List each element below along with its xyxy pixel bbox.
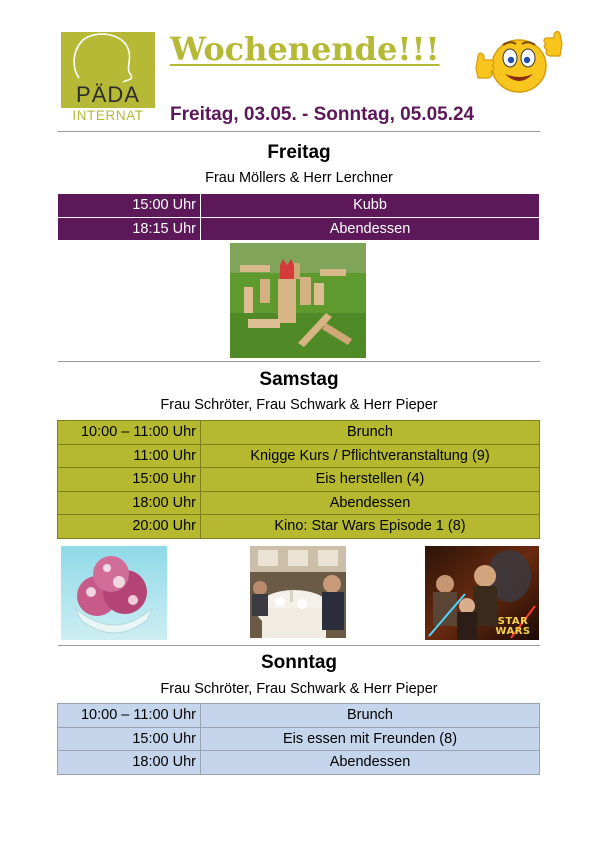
- time-cell: 18:00 Uhr: [58, 751, 201, 775]
- thumbs-up-smiley-icon: [470, 28, 568, 96]
- staff-friday: Frau Möllers & Herr Lerchner: [205, 170, 393, 186]
- divider: [58, 361, 540, 362]
- activity-cell: Abendessen: [201, 491, 540, 515]
- time-cell: 20:00 Uhr: [58, 515, 201, 539]
- schedule-table-saturday: [57, 420, 540, 539]
- table-row: [58, 704, 540, 728]
- ice-cream-photo: [61, 546, 167, 640]
- divider: [58, 645, 540, 646]
- activity-cell: Kino: Star Wars Episode 1 (8): [201, 515, 540, 539]
- day-heading-sunday: Sonntag: [261, 652, 337, 673]
- schedule-table-sunday: [57, 703, 540, 775]
- table-row: [58, 491, 540, 515]
- day-heading-saturday: Samstag: [259, 369, 339, 390]
- day-heading-friday: Freitag: [267, 142, 331, 163]
- time-cell: 15:00 Uhr: [58, 194, 201, 218]
- table-row: [58, 194, 540, 218]
- activity-cell: Brunch: [201, 421, 540, 445]
- activity-cell: Abendessen: [201, 751, 540, 775]
- activity-cell: Brunch: [201, 704, 540, 728]
- logo-text-paeda: PÄDA: [76, 82, 140, 107]
- kubb-photo: [230, 243, 366, 358]
- table-row: [58, 217, 540, 241]
- activity-cell: Eis herstellen (4): [201, 468, 540, 492]
- staff-saturday: Frau Schröter, Frau Schwark & Herr Pieper: [160, 397, 438, 413]
- activity-cell: Abendessen: [201, 217, 540, 241]
- table-row: [58, 444, 540, 468]
- paeda-internat-logo: [61, 32, 155, 124]
- activity-cell: Kubb: [201, 194, 540, 218]
- dinner-photo: [250, 546, 346, 638]
- time-cell: 15:00 Uhr: [58, 468, 201, 492]
- schedule-table-friday: [57, 193, 540, 241]
- table-row: [58, 515, 540, 539]
- date-range: Freitag, 03.05. - Sonntag, 05.05.24: [170, 104, 475, 125]
- time-cell: 11:00 Uhr: [58, 444, 201, 468]
- time-cell: 10:00 – 11:00 Uhr: [58, 421, 201, 445]
- star-wars-logo-text: STAR WARS: [495, 616, 531, 637]
- divider: [58, 131, 540, 132]
- table-row: [58, 727, 540, 751]
- logo-text-internat: INTERNAT: [72, 108, 144, 123]
- activity-cell: Knigge Kurs / Pflichtveranstaltung (9): [201, 444, 540, 468]
- activity-cell: Eis essen mit Freunden (8): [201, 727, 540, 751]
- time-cell: 18:15 Uhr: [58, 217, 201, 241]
- time-cell: 15:00 Uhr: [58, 727, 201, 751]
- star-wars-poster: [425, 546, 539, 640]
- time-cell: 10:00 – 11:00 Uhr: [58, 704, 201, 728]
- table-row: [58, 421, 540, 445]
- staff-sunday: Frau Schröter, Frau Schwark & Herr Pieper: [160, 681, 438, 697]
- table-row: [58, 468, 540, 492]
- time-cell: 18:00 Uhr: [58, 491, 201, 515]
- table-row: [58, 751, 540, 775]
- page-title: Wochenende!!!: [170, 30, 440, 68]
